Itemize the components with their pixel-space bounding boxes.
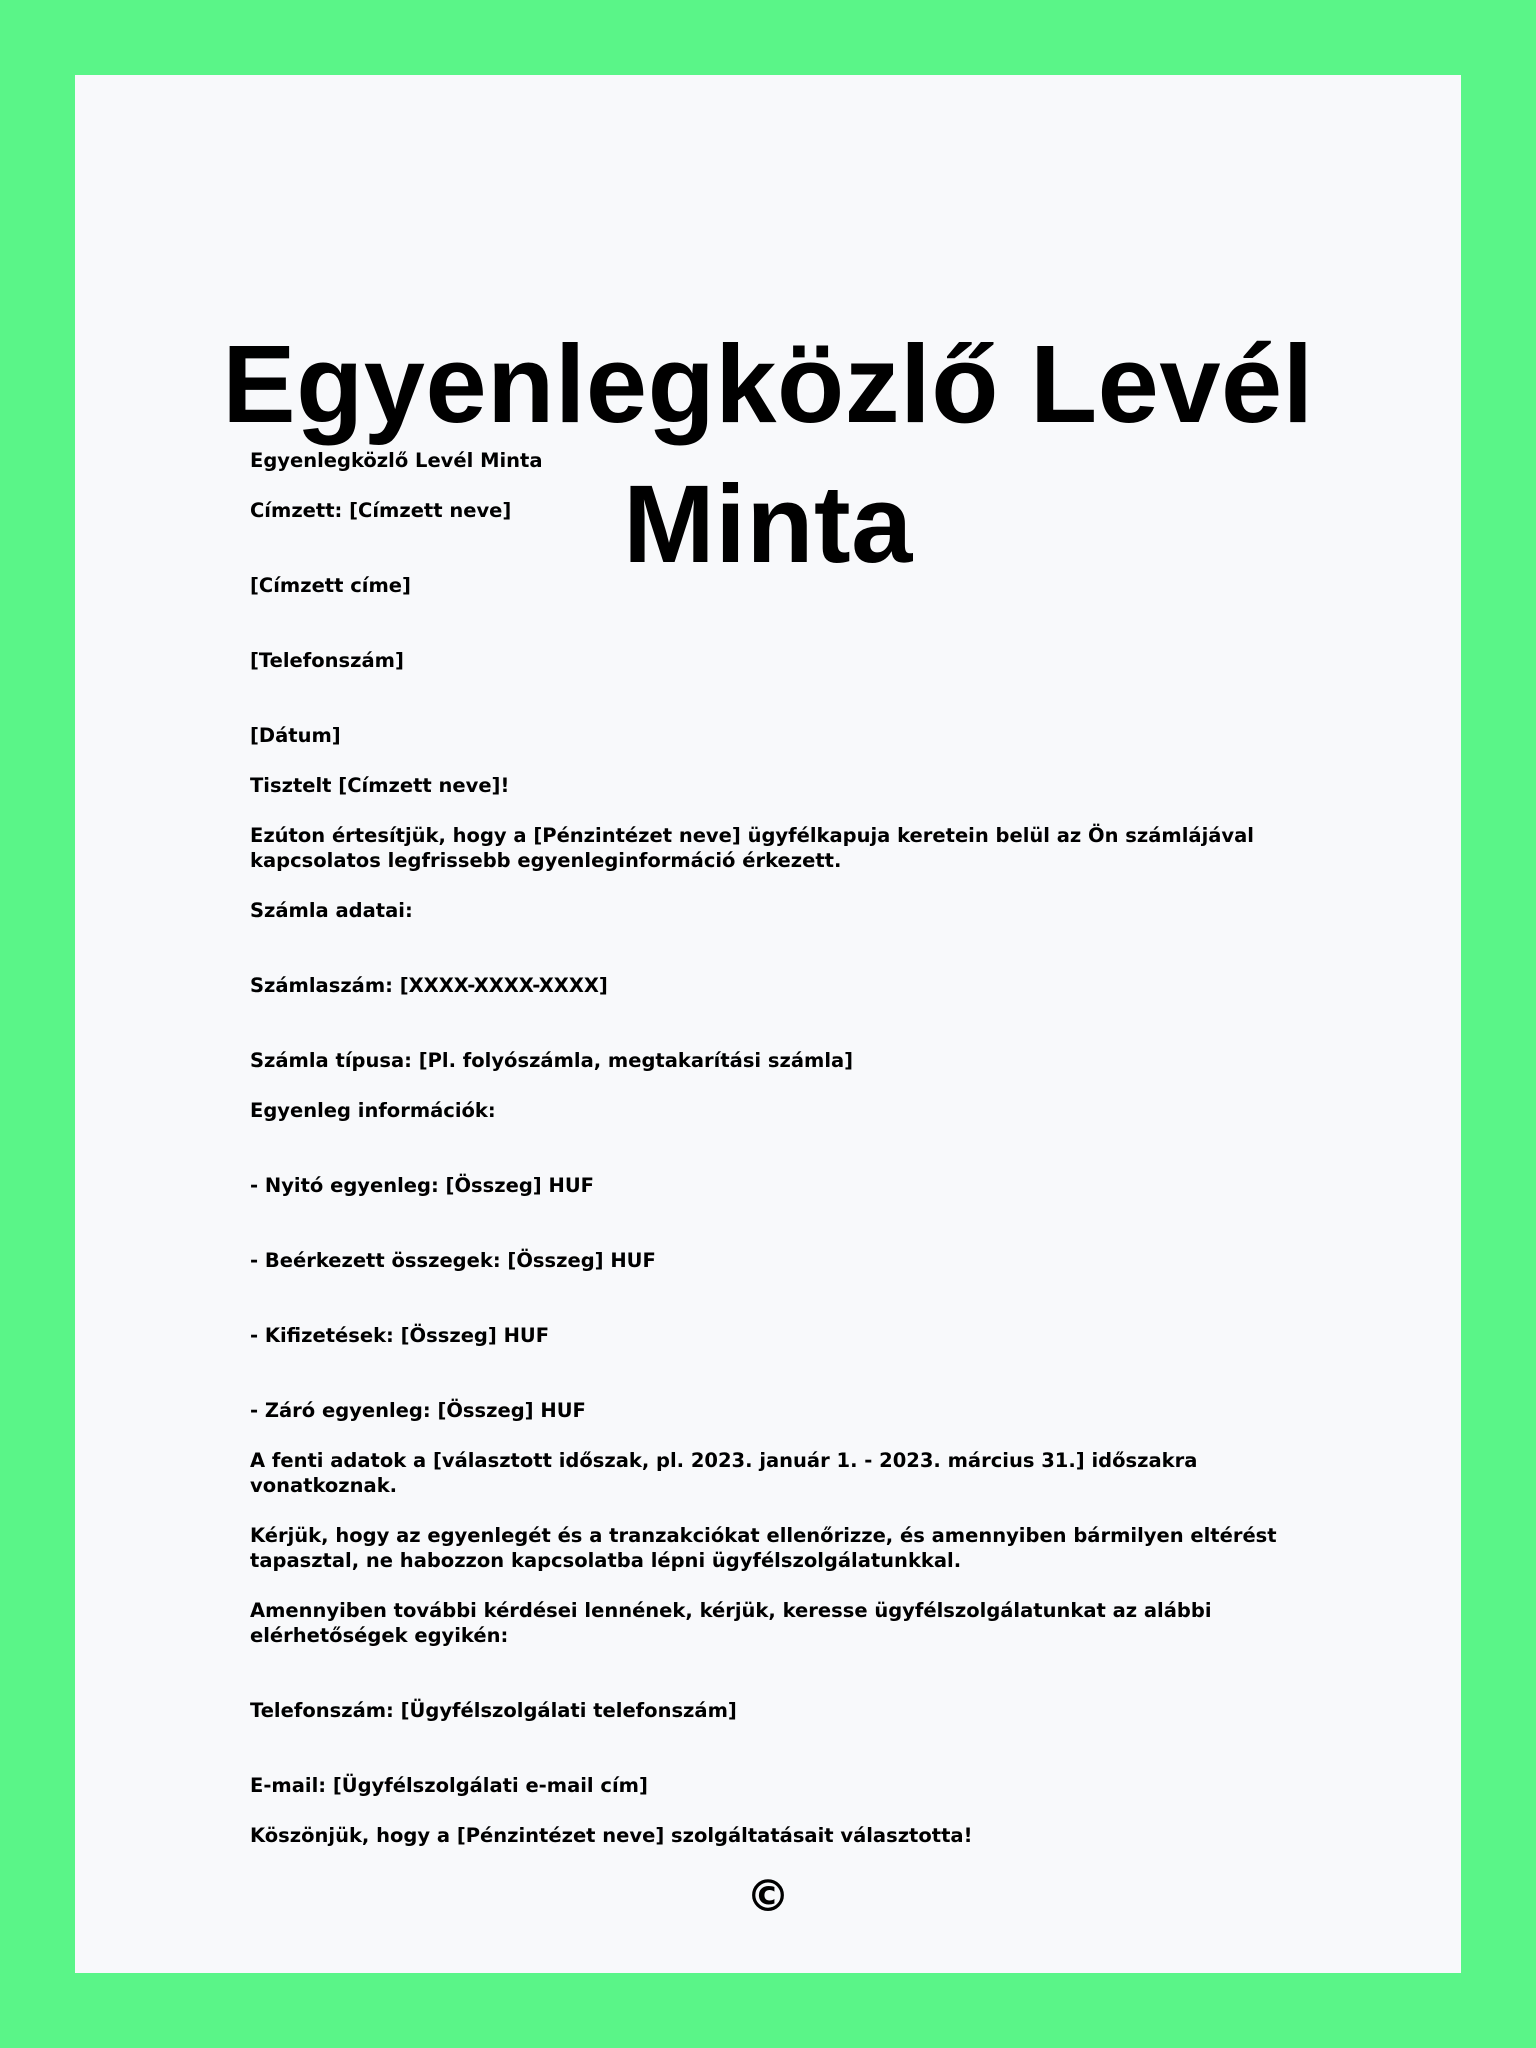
letter-body: [250, 448, 1350, 1848]
intro-paragraph: Ezúton értesítjük, hogy a [Pénzintézet neve] ügyfélkapuja keretein belül az Ön számlájával kapcsolatos legfrissebb egyenleginformáció érkezett.: [250, 824, 1254, 872]
recipient-line: Címzett: [Címzett neve]: [250, 499, 512, 522]
document-sheet: [75, 75, 1461, 1973]
phone-line: [Telefonszám]: [250, 649, 404, 672]
opening-balance-line: - Nyitó egyenleg: [Összeg] HUF: [250, 1174, 594, 1197]
payments-line: - Kifizetések: [Összeg] HUF: [250, 1324, 550, 1347]
copyright-icon: ©: [746, 1871, 790, 1922]
closing-balance-line: - Záró egyenleg: [Összeg] HUF: [250, 1399, 586, 1422]
salutation: Tisztelt [Címzett neve]!: [250, 774, 510, 797]
account-number-line: Számlaszám: [XXXX-XXXX-XXXX]: [250, 974, 608, 997]
support-phone-line: Telefonszám: [Ügyfélszolgálati telefonszám]: [250, 1699, 737, 1722]
check-request-paragraph: Kérjük, hogy az egyenlegét és a tranzakciókat ellenőrizze, és amennyiben bármilyen eltérést tapasztal, ne habozzon kapcsolatba lépni ügyfélszolgálatunkkal.: [250, 1524, 1277, 1572]
thanks-line: Köszönjük, hogy a [Pénzintézet neve] szolgáltatásait választotta!: [250, 1824, 973, 1847]
period-paragraph: A fenti adatok a [választott időszak, pl. 2023. január 1. - 2023. március 31.] időszakra vonatkoznak.: [250, 1449, 1198, 1497]
balance-section-header: Egyenleg információk:: [250, 1099, 496, 1122]
incoming-amounts-line: - Beérkezett összegek: [Összeg] HUF: [250, 1249, 656, 1272]
account-type-line: Számla típusa: [Pl. folyószámla, megtakarítási számla]: [250, 1049, 854, 1072]
account-section-header: Számla adatai:: [250, 899, 413, 922]
letter-heading: Egyenlegközlő Levél Minta: [250, 449, 543, 472]
document-title: Egyenlegközlő Levél Minta: [222, 323, 1314, 586]
address-line: [Címzett címe]: [250, 574, 411, 597]
date-line: [Dátum]: [250, 724, 341, 747]
questions-paragraph: Amennyiben további kérdései lennének, kérjük, keresse ügyfélszolgálatunkat az alábbi elérhetőségek egyikén:: [250, 1599, 1212, 1647]
support-email-line: E-mail: [Ügyfélszolgálati e-mail cím]: [250, 1774, 648, 1797]
